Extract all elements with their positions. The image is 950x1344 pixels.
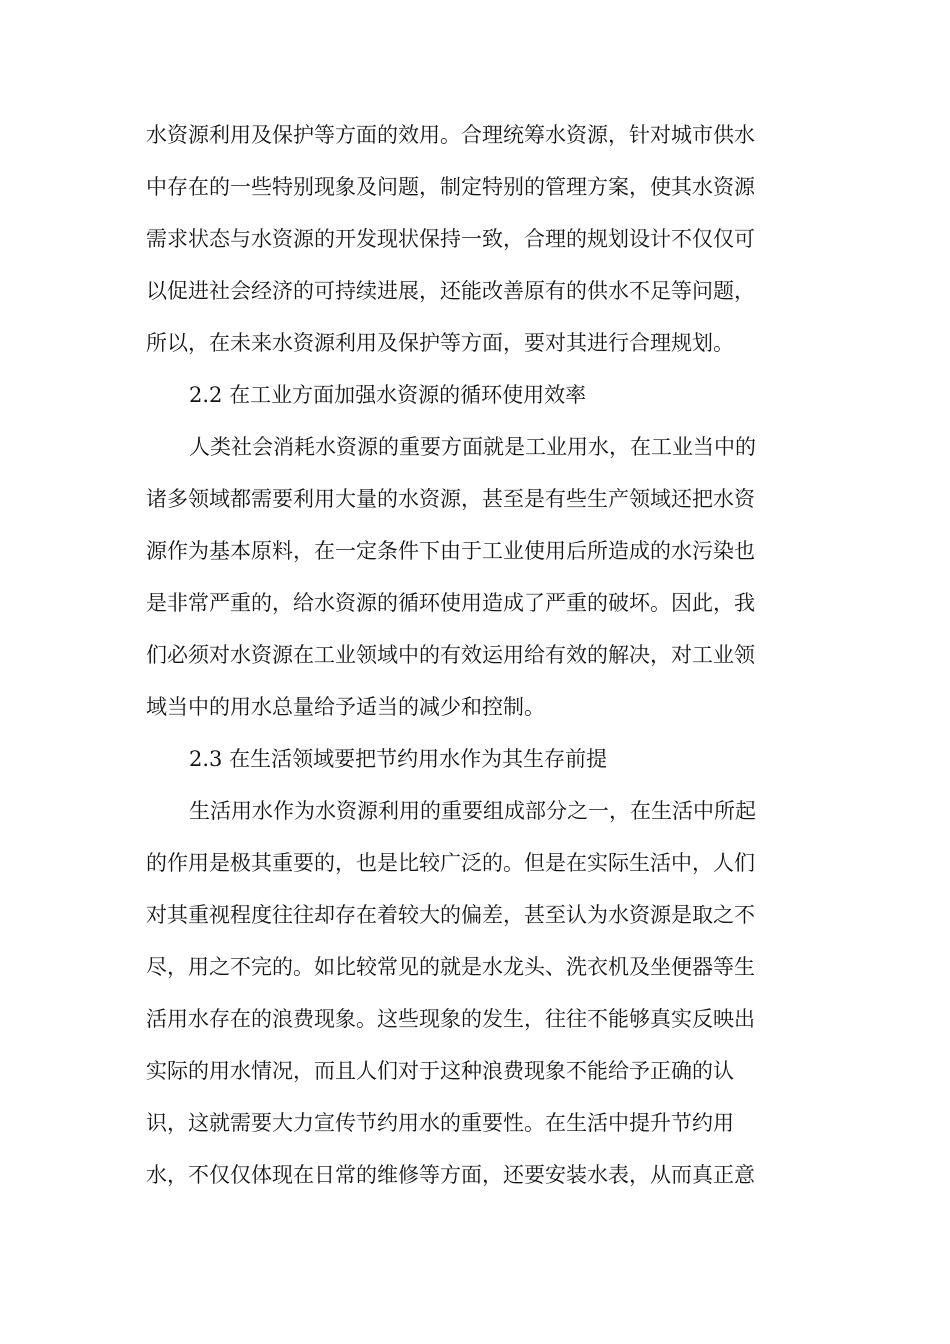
- paragraph-2-line: 源作为基本原料，在一定条件下由于工业使用后所造成的水污染也: [146, 539, 755, 563]
- paragraph-2-line: 人类社会消耗水资源的重要方面就是工业用水，在工业当中的: [189, 435, 756, 459]
- paragraph-1-line: 以促进社会经济的可持续进展，还能改善原有的供水不足等问题，: [146, 279, 755, 303]
- paragraph-3-line: 活用水存在的浪费现象。这些现象的发生，往往不能够真实反映出: [146, 1007, 755, 1031]
- paragraph-3-line: 识，这就需要大力宣传节约用水的重要性。在生活中提升节约用: [146, 1111, 734, 1135]
- paragraph-3-line: 对其重视程度往往却存在着较大的偏差，甚至认为水资源是取之不: [146, 903, 755, 927]
- paragraph-1-line: 中存在的一些特别现象及问题，制定特别的管理方案，使其水资源: [146, 175, 755, 199]
- section-heading-2-3: 2.3 在生活领域要把节约用水作为其生存前提: [189, 747, 608, 771]
- paragraph-3-line: 水，不仅仅体现在日常的维修等方面，还要安装水表，从而真正意: [146, 1163, 755, 1187]
- paragraph-2-line: 域当中的用水总量给予适当的减少和控制。: [146, 695, 545, 719]
- section-heading-2-2: 2.2 在工业方面加强水资源的循环使用效率: [189, 383, 587, 407]
- paragraph-3-line: 的作用是极其重要的，也是比较广泛的。但是在实际生活中，人们: [146, 851, 755, 875]
- paragraph-3-line: 实际的用水情况，而且人们对于这种浪费现象不能给予正确的认: [146, 1059, 734, 1083]
- paragraph-1-line: 需求状态与水资源的开发现状保持一致，合理的规划设计不仅仅可: [146, 227, 755, 251]
- paragraph-2-line: 们必须对水资源在工业领域中的有效运用给有效的解决，对工业领: [146, 643, 755, 667]
- paragraph-3-line: 生活用水作为水资源利用的重要组成部分之一，在生活中所起: [189, 799, 756, 823]
- paragraph-2-line: 诸多领域都需要利用大量的水资源，甚至是有些生产领域还把水资: [146, 487, 755, 511]
- paragraph-2-line: 是非常严重的，给水资源的循环使用造成了严重的破坏。因此，我: [146, 591, 755, 615]
- paragraph-1-line: 所以，在未来水资源利用及保护等方面，要对其进行合理规划。: [146, 331, 734, 355]
- paragraph-3-line: 尽，用之不完的。如比较常见的就是水龙头、洗衣机及坐便器等生: [146, 955, 755, 979]
- paragraph-1-line: 水资源利用及保护等方面的效用。合理统筹水资源，针对城市供水: [146, 123, 755, 147]
